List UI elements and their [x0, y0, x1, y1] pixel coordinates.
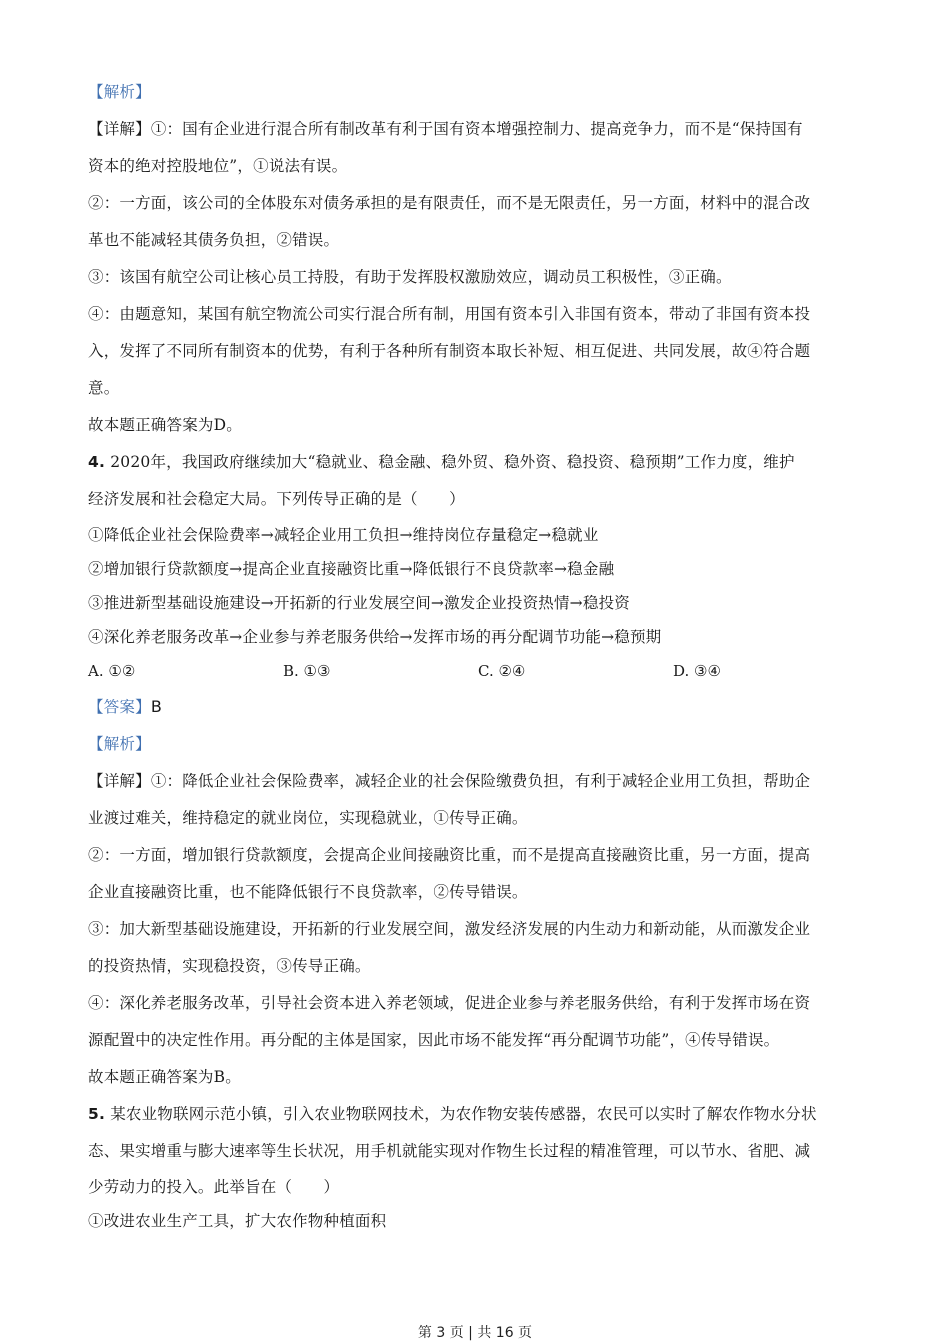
q4-number: 4. — [88, 453, 106, 471]
q4-item: ③推进新型基础设施建设→开拓新的行业发展空间→激发企业投资热情→稳投资 — [88, 594, 630, 612]
q4-item: ①降低企业社会保险费率→减轻企业用工负担→维持岗位存量稳定→稳就业 — [88, 526, 599, 544]
q3-analysis-label: 【解析】 — [88, 83, 151, 101]
q4-stem-line: 经济发展和社会稳定大局。下列传导正确的是（ ） — [88, 490, 465, 508]
option-a: A. ①② — [88, 662, 136, 680]
page-footer: 第 3 页 | 共 16 页 — [417, 1325, 533, 1341]
q3-detail-label: 【详解】 — [88, 120, 151, 138]
q4-options — [88, 654, 868, 688]
q4-analysis-label: 【解析】 — [88, 735, 151, 753]
q3-detail-line: 【详解】①：国有企业进行混合所有制改革有利于国有资本增强控制力、提高竞争力，而不是“保持国有 — [88, 120, 803, 138]
q3-analysis-line: ②：一方面，该公司的全体股东对债务承担的是有限责任，而不是无限责任，另一方面，材料中的混合改 — [88, 194, 811, 212]
q4-analysis-line: ②：一方面，增加银行贷款额度，会提高企业间接融资比重，而不是提高直接融资比重，另一方面，提高 — [88, 846, 811, 864]
q4-answer-label: 【答案】 — [88, 698, 151, 716]
q4-answer-value: B — [150, 697, 162, 716]
q4-analysis-line: 企业直接融资比重，也不能降低银行不良贷款率，②传导错误。 — [88, 883, 528, 901]
q5-stem-line: 少劳动力的投入。此举旨在（ ） — [88, 1178, 340, 1196]
q4-analysis-line: 源配置中的决定性作用。再分配的主体是国家，因此市场不能发挥“再分配调节功能”，④传导错误。 — [88, 1031, 780, 1049]
q5-number: 5. — [88, 1105, 106, 1123]
q4-analysis-line: 的投资热情，实现稳投资，③传导正确。 — [88, 957, 371, 975]
q4-stem: 4. 2020年，我国政府继续加大“稳就业、稳金融、稳外贸、稳外资、稳投资、稳预期”工作力度，维护 — [88, 453, 795, 471]
option-b: B. ①③ — [283, 662, 331, 680]
q5-item: ①改进农业生产工具，扩大农作物种植面积 — [88, 1212, 387, 1230]
q4-analysis-line: ④：深化养老服务改革，引导社会资本进入养老领域，促进企业参与养老服务供给，有利于发挥市场在资 — [88, 994, 811, 1012]
q4-detail-line: 【详解】①：降低企业社会保险费率，减轻企业的社会保险缴费负担，有利于减轻企业用工负担，帮助企 — [88, 772, 811, 790]
page-content — [88, 74, 868, 1238]
q4-detail-label: 【详解】 — [88, 772, 151, 790]
option-d: D. ③④ — [673, 662, 721, 680]
q5-stem: 5. 某农业物联网示范小镇，引入农业物联网技术，为农作物安装传感器，农民可以实时了解农作物水分状 — [88, 1105, 817, 1123]
q4-analysis-line: ③：加大新型基础设施建设，开拓新的行业发展空间，激发经济发展的内生动力和新动能，从而激发企业 — [88, 920, 811, 938]
q4-analysis-line: 业渡过难关，维持稳定的就业岗位，实现稳就业，①传导正确。 — [88, 809, 528, 827]
q3-analysis-line: 资本的绝对控股地位”，①说法有误。 — [88, 157, 348, 175]
q3-analysis-line: 革也不能减轻其债务负担，②错误。 — [88, 231, 340, 249]
q3-analysis-line: 意。 — [88, 379, 120, 397]
q5-stem-line: 态、果实增重与膨大速率等生长状况，用手机就能实现对作物生长过程的精准管理，可以节水、省肥、减 — [88, 1142, 811, 1160]
q3-conclusion: 故本题正确答案为D。 — [88, 416, 242, 434]
q4-conclusion: 故本题正确答案为B。 — [88, 1068, 241, 1086]
option-c: C. ②④ — [478, 662, 526, 680]
q4-item: ②增加银行贷款额度→提高企业直接融资比重→降低银行不良贷款率→稳金融 — [88, 560, 615, 578]
q4-item: ④深化养老服务改革→企业参与养老服务供给→发挥市场的再分配调节功能→稳预期 — [88, 628, 662, 646]
q3-analysis-line: ④：由题意知，某国有航空物流公司实行混合所有制，用国有资本引入非国有资本，带动了非国有资本投 — [88, 305, 811, 323]
q3-analysis-line: 入，发挥了不同所有制资本的优势，有利于各种所有制资本取长补短、相互促进、共同发展，故④符合题 — [88, 342, 811, 360]
q3-analysis-line: ③：该国有航空公司让核心员工持股，有助于发挥股权激励效应，调动员工积极性，③正确。 — [88, 268, 732, 286]
q4-answer — [88, 688, 868, 726]
